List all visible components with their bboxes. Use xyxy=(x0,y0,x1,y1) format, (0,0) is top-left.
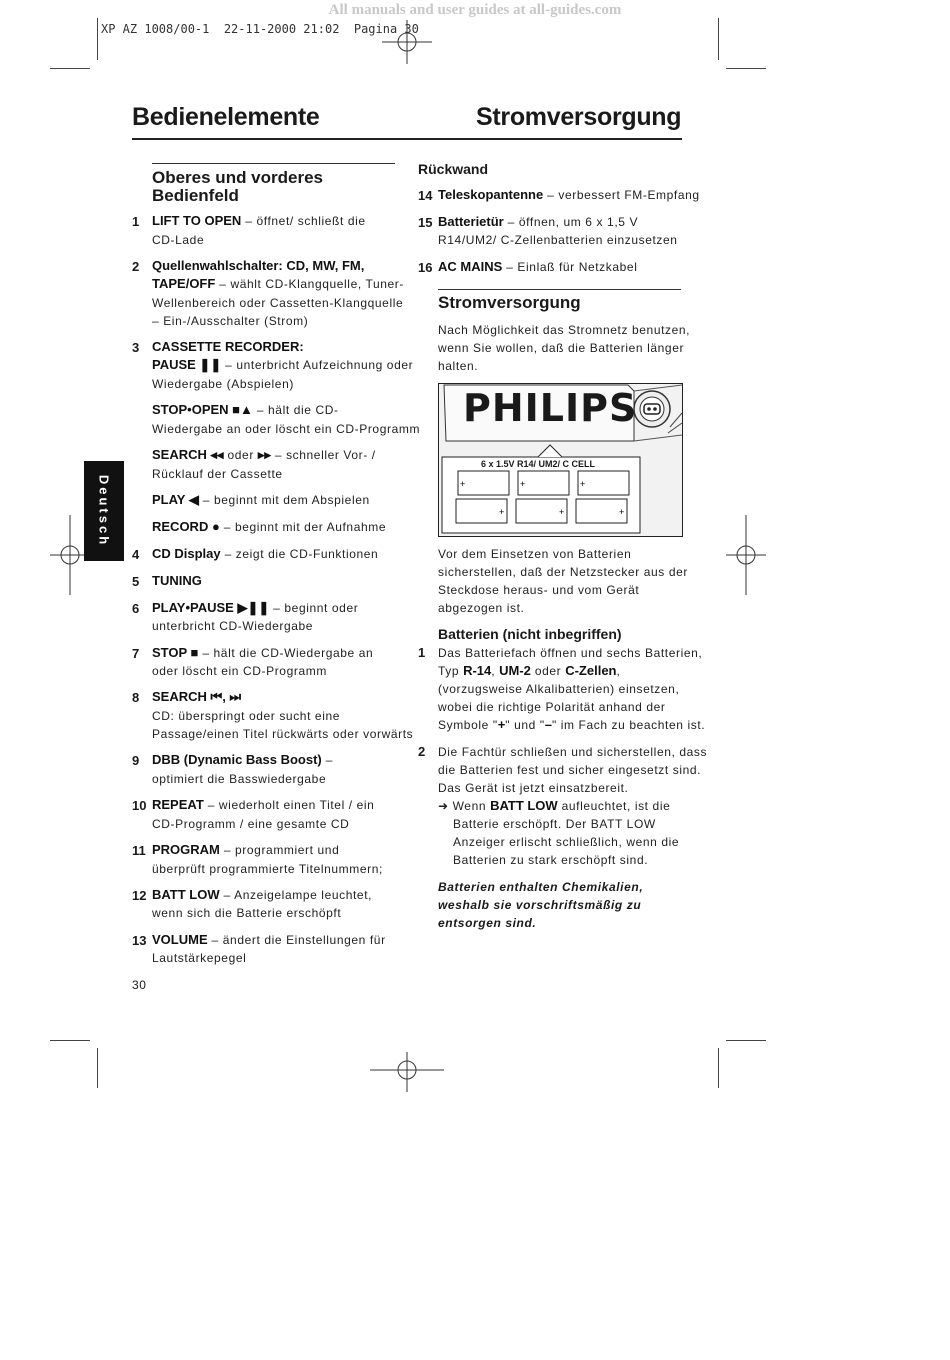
crop-mark xyxy=(726,1040,766,1041)
item-text: optimiert die Basswiedergabe xyxy=(152,772,327,786)
crop-mark xyxy=(718,18,719,60)
paragraph: halten. xyxy=(438,359,479,373)
crop-mark xyxy=(97,1048,98,1088)
item-text: Typ R-14, UM-2 oder C-Zellen, xyxy=(438,663,621,678)
section-heading: Batterien (nicht inbegriffen) xyxy=(438,626,622,642)
section-rule xyxy=(438,289,681,290)
item-text: STOP•OPEN ■▲ – hält die CD- xyxy=(152,402,339,417)
item-number: 7 xyxy=(132,646,140,661)
paragraph: sicherstellen, daß der Netzstecker aus der xyxy=(438,565,688,579)
item-number: 5 xyxy=(132,574,140,589)
item-text: Wellenbereich oder Cassetten-Klangquelle xyxy=(152,296,404,310)
item-text: Quellenwahlschalter: CD, MW, FM, xyxy=(152,258,365,273)
item-text: Rücklauf der Cassette xyxy=(152,467,283,481)
item-text: Das Gerät ist jetzt einsatzbereit. xyxy=(438,781,629,795)
paragraph: Nach Möglichkeit das Stromnetz benutzen, xyxy=(438,323,691,337)
item-text: Lautstärkepegel xyxy=(152,951,247,965)
item-text: CASSETTE RECORDER: xyxy=(152,339,304,354)
page-number: 30 xyxy=(132,978,147,992)
item-number: 14 xyxy=(418,188,433,203)
item-number: 2 xyxy=(418,744,426,759)
item-text: PLAY ◀ – beginnt mit dem Abspielen xyxy=(152,492,370,507)
page-title-right: Stromversorgung xyxy=(476,103,682,131)
paragraph: Steckdose heraus- und vom Gerät xyxy=(438,583,640,597)
item-text: Teleskopantenne – verbessert FM-Empfang xyxy=(438,187,700,202)
item-text: Batterien zu stark erschöpft sind. xyxy=(453,853,649,867)
section-heading: Bedienfeld xyxy=(152,186,239,205)
title-rule xyxy=(132,138,682,140)
section-rule xyxy=(152,163,395,164)
item-text: RECORD ● – beginnt mit der Aufnahme xyxy=(152,519,387,534)
item-text: Das Batteriefach öffnen und sechs Batterien, xyxy=(438,646,703,660)
item-text: VOLUME – ändert die Einstellungen für xyxy=(152,932,386,947)
item-number: 2 xyxy=(132,259,140,274)
item-text: ➜ Wenn BATT LOW aufleuchtet, ist die xyxy=(438,798,671,813)
svg-text:+: + xyxy=(559,507,565,517)
item-text: wobei die richtige Polarität anhand der xyxy=(438,700,666,714)
warning-text: weshalb sie vorschriftsmäßig zu xyxy=(438,898,642,912)
item-text: R14/UM2/ C-Zellenbatterien einzusetzen xyxy=(438,233,678,247)
item-text: PAUSE ❚❚ – unterbricht Aufzeichnung oder xyxy=(152,357,414,372)
item-text: TUNING xyxy=(152,573,202,588)
item-number: 13 xyxy=(132,933,147,948)
item-text: wenn sich die Batterie erschöpft xyxy=(152,906,342,920)
brand-logo: PHILIPS xyxy=(463,386,638,430)
item-text: SEARCH ◂◂ oder ▸▸ – schneller Vor- / xyxy=(152,447,376,462)
item-number: 3 xyxy=(132,340,140,355)
page-title-left: Bedienelemente xyxy=(132,103,320,131)
item-number: 1 xyxy=(132,214,140,229)
item-text: Batterietür – öffnen, um 6 x 1,5 V xyxy=(438,214,639,229)
crop-mark xyxy=(50,1040,90,1041)
item-number: 10 xyxy=(132,798,147,813)
item-text: überprüft programmierte Titelnummern; xyxy=(152,862,383,876)
item-text: Wiedergabe an oder löscht ein CD-Programm xyxy=(152,422,421,436)
item-text: Batterie erschöpft. Der BATT LOW xyxy=(453,817,656,831)
item-number: 6 xyxy=(132,601,140,616)
item-number: 16 xyxy=(418,260,433,275)
registration-mark xyxy=(726,515,766,595)
warning-text: Batterien enthalten Chemikalien, xyxy=(438,880,644,894)
item-number: 11 xyxy=(132,843,146,858)
svg-text:+: + xyxy=(499,507,505,517)
item-text: – Ein-/Ausschalter (Strom) xyxy=(152,314,309,328)
item-text: (vorzugsweise Alkalibatterien) einsetzen, xyxy=(438,682,680,696)
item-text: CD Display – zeigt die CD-Funktionen xyxy=(152,546,379,561)
watermark: All manuals and user guides at all-guides.com xyxy=(328,2,622,18)
section-heading: Rückwand xyxy=(418,161,489,177)
paragraph: Vor dem Einsetzen von Batterien xyxy=(438,547,632,561)
registration-mark xyxy=(382,20,432,64)
item-text: CD: überspringt oder sucht eine xyxy=(152,709,341,723)
item-text: Anzeiger erlischt schließlich, wenn die xyxy=(453,835,680,849)
item-text: Die Fachtür schließen und sicherstellen, dass xyxy=(438,745,708,759)
item-text: unterbricht CD-Wiedergabe xyxy=(152,619,314,633)
item-number: 4 xyxy=(132,547,140,562)
item-text: LIFT TO OPEN – öffnet/ schließt die xyxy=(152,213,366,228)
item-text: PROGRAM – programmiert und xyxy=(152,842,340,857)
item-text: REPEAT – wiederholt einen Titel / ein xyxy=(152,797,375,812)
svg-text:+: + xyxy=(619,507,625,517)
item-text: AC MAINS – Einlaß für Netzkabel xyxy=(438,259,638,274)
crop-mark xyxy=(97,18,98,60)
item-number: 15 xyxy=(418,215,433,230)
item-text: PLAY•PAUSE ▶❚❚ – beginnt oder xyxy=(152,600,359,615)
crop-mark xyxy=(50,68,90,69)
item-text: CD-Lade xyxy=(152,233,205,247)
crop-mark xyxy=(726,68,766,69)
item-text: BATT LOW – Anzeigelampe leuchtet, xyxy=(152,887,373,902)
item-text: STOP ■ – hält die CD-Wiedergabe an xyxy=(152,645,374,660)
item-text: die Batterien fest und sicher eingesetzt sind. xyxy=(438,763,702,777)
paragraph: abgezogen ist. xyxy=(438,601,525,615)
battery-label: 6 x 1.5V R14/ UM2/ C CELL xyxy=(480,459,596,469)
svg-text:+: + xyxy=(460,479,466,489)
print-slug: XP AZ 1008/00-1 22-11-2000 21:02 Pagina 30 xyxy=(101,22,419,36)
item-number: 8 xyxy=(132,690,140,705)
item-text: TAPE/OFF – wählt CD-Klangquelle, Tuner- xyxy=(152,276,404,291)
item-text: oder löscht ein CD-Programm xyxy=(152,664,327,678)
item-text: SEARCH ⏮, ⏭ xyxy=(152,689,242,704)
item-number: 9 xyxy=(132,753,140,768)
item-text: Passage/einen Titel rückwärts oder vorwärts xyxy=(152,727,414,741)
item-text: Wiedergabe (Abspielen) xyxy=(152,377,294,391)
language-tab: Deutsch xyxy=(84,461,124,561)
warning-text: entsorgen sind. xyxy=(438,916,537,930)
item-text: DBB (Dynamic Bass Boost) – xyxy=(152,752,333,767)
item-text: Symbole "+" und "–" im Fach zu beachten ist. xyxy=(438,717,706,732)
item-text: CD-Programm / eine gesamte CD xyxy=(152,817,350,831)
paragraph: wenn Sie wollen, daß die Batterien länger xyxy=(438,341,685,355)
section-heading: Stromversorgung xyxy=(438,293,581,312)
crop-mark xyxy=(718,1048,719,1088)
item-number: 1 xyxy=(418,645,426,660)
svg-text:+: + xyxy=(580,479,586,489)
item-number: 12 xyxy=(132,888,147,903)
section-heading: Oberes und vorderes xyxy=(152,168,324,187)
registration-mark xyxy=(370,1052,444,1092)
svg-text:+: + xyxy=(520,479,526,489)
